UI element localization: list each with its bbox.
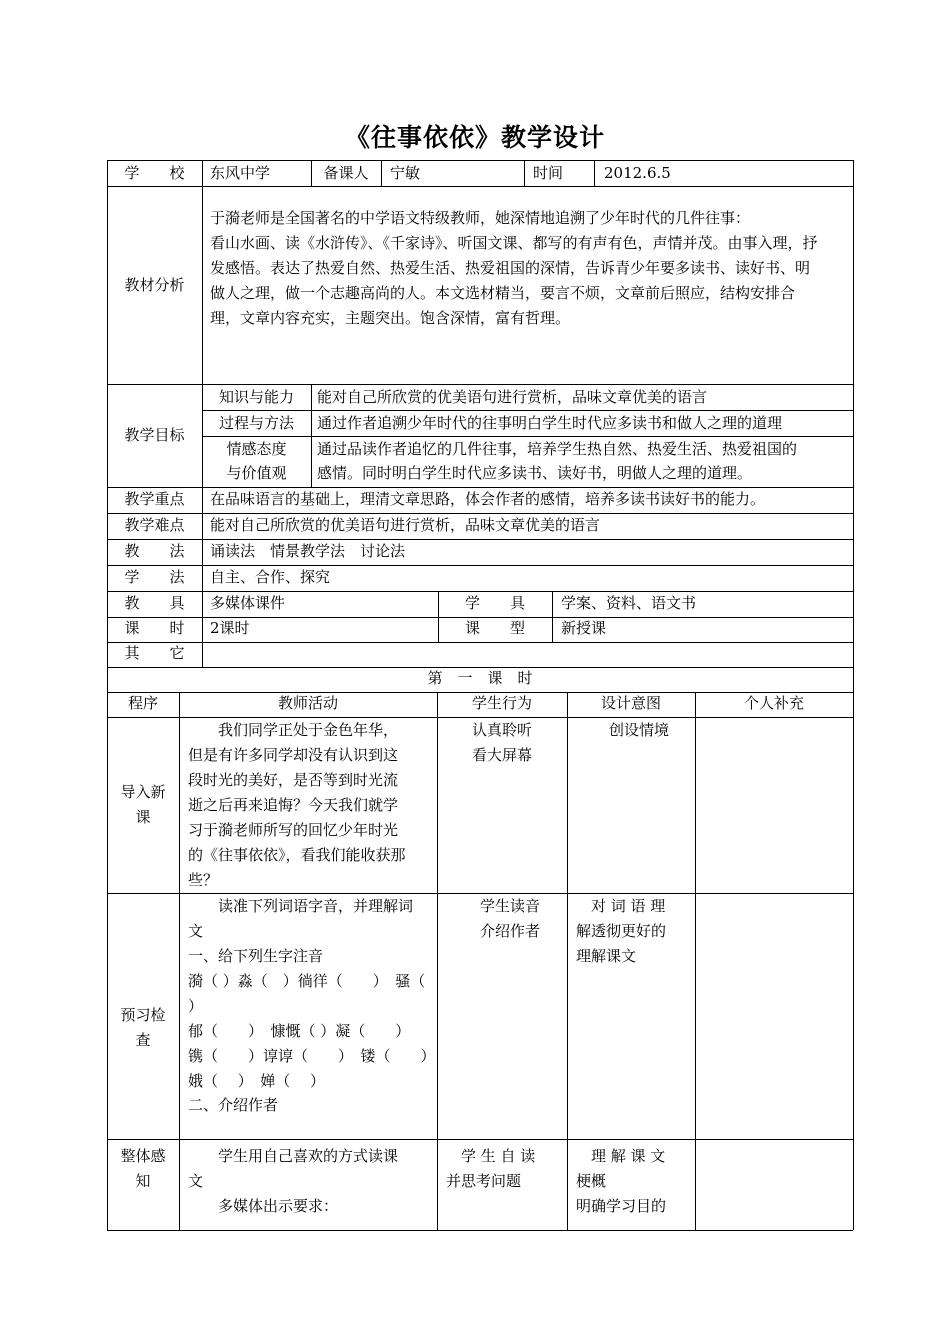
student-action-line: 学 生 自 读 (446, 1147, 536, 1165)
design-intent-line: 梗概 (576, 1172, 607, 1190)
school-label: 学 校 (124, 164, 185, 182)
student-action-line: 认真聆听 (472, 721, 533, 739)
analysis-line: 看山水画、读《水浒传》、《千家诗》、听国文课、都写的有声有色，声情并茂。由事入理，抒 (210, 234, 818, 252)
teacher-activity-line: 文 (188, 1172, 204, 1190)
teacher-activity-line: 娥（ ） 婵（ ） (188, 1072, 326, 1090)
step-label: 知 (135, 1172, 151, 1190)
preparer-label: 备课人 (323, 164, 369, 182)
student-action-line: 介绍作者 (480, 922, 541, 940)
teaching-tools-value: 多媒体课件 (210, 594, 286, 612)
lesson-type-value: 新授课 (561, 619, 607, 637)
learning-tools-value: 学案、资料、语文书 (561, 594, 697, 612)
column-header: 个人补充 (743, 694, 804, 712)
student-action-line: 并思考问题 (446, 1172, 522, 1190)
time-label: 时间 (533, 164, 564, 182)
analysis-line: 理，文章内容充实，主题突出。饱含深情，富有哲理。 (210, 309, 571, 327)
other-label: 其 它 (124, 644, 185, 662)
teacher-activity-line: 学生用自己喜欢的方式读课 (188, 1147, 399, 1165)
column-header: 程序 (127, 694, 158, 712)
teacher-activity-line: 镌（ ）谆谆（ ） 镂（ ） (188, 1047, 436, 1065)
knowledge-value: 能对自己所欣赏的优美语句进行赏析，品味文章优美的语言 (317, 388, 708, 406)
teacher-activity-line: 习于漪老师所写的回忆少年时光 (188, 821, 399, 839)
analysis-line: 于漪老师是全国著名的中学语文特级教师，她深情地追溯了少年时代的几件往事： (210, 209, 751, 227)
step-label: 整体感 (120, 1147, 166, 1165)
teacher-activity-line: 一、给下列生字注音 (188, 947, 324, 965)
key-points-label: 教学重点 (124, 490, 185, 508)
learning-tools-label: 学 具 (464, 594, 525, 612)
analysis-label: 教材分析 (124, 276, 185, 294)
design-intent-line: 解透彻更好的 (576, 922, 667, 940)
lesson-heading: 第 一 课 时 (427, 669, 533, 687)
teacher-activity-line: 读准下列词语字音，并理解词 (188, 897, 414, 915)
design-intent-line: 明确学习目的 (576, 1197, 667, 1215)
design-intent-line: 理解课文 (576, 947, 637, 965)
emotion-label: 与价值观 (226, 464, 287, 482)
lesson-plan-table (107, 160, 853, 1230)
teacher-activity-line: 漪（ ）淼（ ）徜徉（ ） 骚（ (188, 972, 426, 990)
key-points-value: 在品味语言的基础上，理清文章思路，体会作者的感情，培养多读书读好书的能力。 (210, 490, 766, 508)
emotion-label: 情感态度 (226, 440, 287, 458)
difficulties-label: 教学难点 (124, 516, 185, 534)
emotion-value: 通过品读作者追忆的几件往事，培养学生热自然、热爱生活、热爱祖国的 (317, 440, 798, 458)
goals-label: 教学目标 (124, 426, 185, 444)
column-header: 学生行为 (471, 694, 532, 712)
difficulties-value: 能对自己所欣赏的优美语句进行赏析，品味文章优美的语言 (210, 516, 601, 534)
process-value: 通过作者追溯少年时代的往事明白学生时代应多读书和做人之理的道理 (317, 414, 783, 432)
hours-label: 课 时 (124, 619, 185, 637)
knowledge-label: 知识与能力 (218, 388, 294, 406)
teacher-activity-line: 段时光的美好，是否等到时光流 (188, 771, 399, 789)
design-intent-line: 理 解 课 文 (576, 1147, 666, 1165)
step-label: 课 (135, 808, 151, 826)
preparer-value: 宁敏 (390, 164, 421, 182)
process-label: 过程与方法 (218, 414, 294, 432)
column-header: 教师活动 (277, 694, 338, 712)
column-header: 设计意图 (600, 694, 661, 712)
teacher-activity-line: ） (188, 997, 204, 1015)
design-intent-line: 对 词 语 理 (576, 897, 666, 915)
teaching-method-value: 诵读法 情景教学法 讨论法 (210, 542, 406, 560)
teacher-activity-line: 些？ (188, 871, 219, 889)
teacher-activity-line: 我们同学正处于金色年华， (188, 721, 399, 739)
step-label: 查 (135, 1031, 151, 1049)
time-value: 2012.6.5 (604, 164, 671, 182)
school-value: 东风中学 (210, 164, 271, 182)
teaching-tools-label: 教 具 (124, 594, 185, 612)
analysis-line: 发感悟。表达了热爱自然、热爱生活、热爱祖国的深情，告诉青少年要多读书、读好书、明 (210, 259, 811, 277)
teacher-activity-line: 的《往事依依》，看我们能收获那 (188, 846, 406, 864)
teacher-activity-line: 郁（ ） 慷慨（ ）凝（ ） (188, 1022, 411, 1040)
teacher-activity-line: 但是有许多同学却没有认识到这 (188, 746, 399, 764)
student-action-line: 学生读音 (480, 897, 541, 915)
learning-method-label: 学 法 (124, 568, 185, 586)
hours-value: 2课时 (210, 619, 250, 637)
design-intent-line: 创设情境 (609, 721, 670, 739)
teaching-method-label: 教 法 (124, 542, 185, 560)
page-title: 《往事依依》教学设计 (344, 123, 605, 152)
student-action-line: 看大屏幕 (472, 746, 533, 764)
teacher-activity-line: 逝之后再来追悔？今天我们就学 (188, 796, 399, 814)
analysis-line: 做人之理，做一个志趣高尚的人。本文选材精当，要言不烦，文章前后照应，结构安排合 (210, 284, 796, 302)
lesson-type-label: 课 型 (464, 619, 525, 637)
emotion-value: 感情。同时明白学生时代应多读书、读好书，明做人之理的道理。 (317, 464, 753, 482)
step-label: 导入新 (120, 783, 166, 801)
learning-method-value: 自主、合作、探究 (210, 568, 331, 586)
step-label: 预习检 (120, 1006, 166, 1024)
teacher-activity-line: 多媒体出示要求： (188, 1197, 339, 1215)
teacher-activity-line: 文 (188, 922, 204, 940)
teacher-activity-line: 二、介绍作者 (188, 1096, 279, 1114)
